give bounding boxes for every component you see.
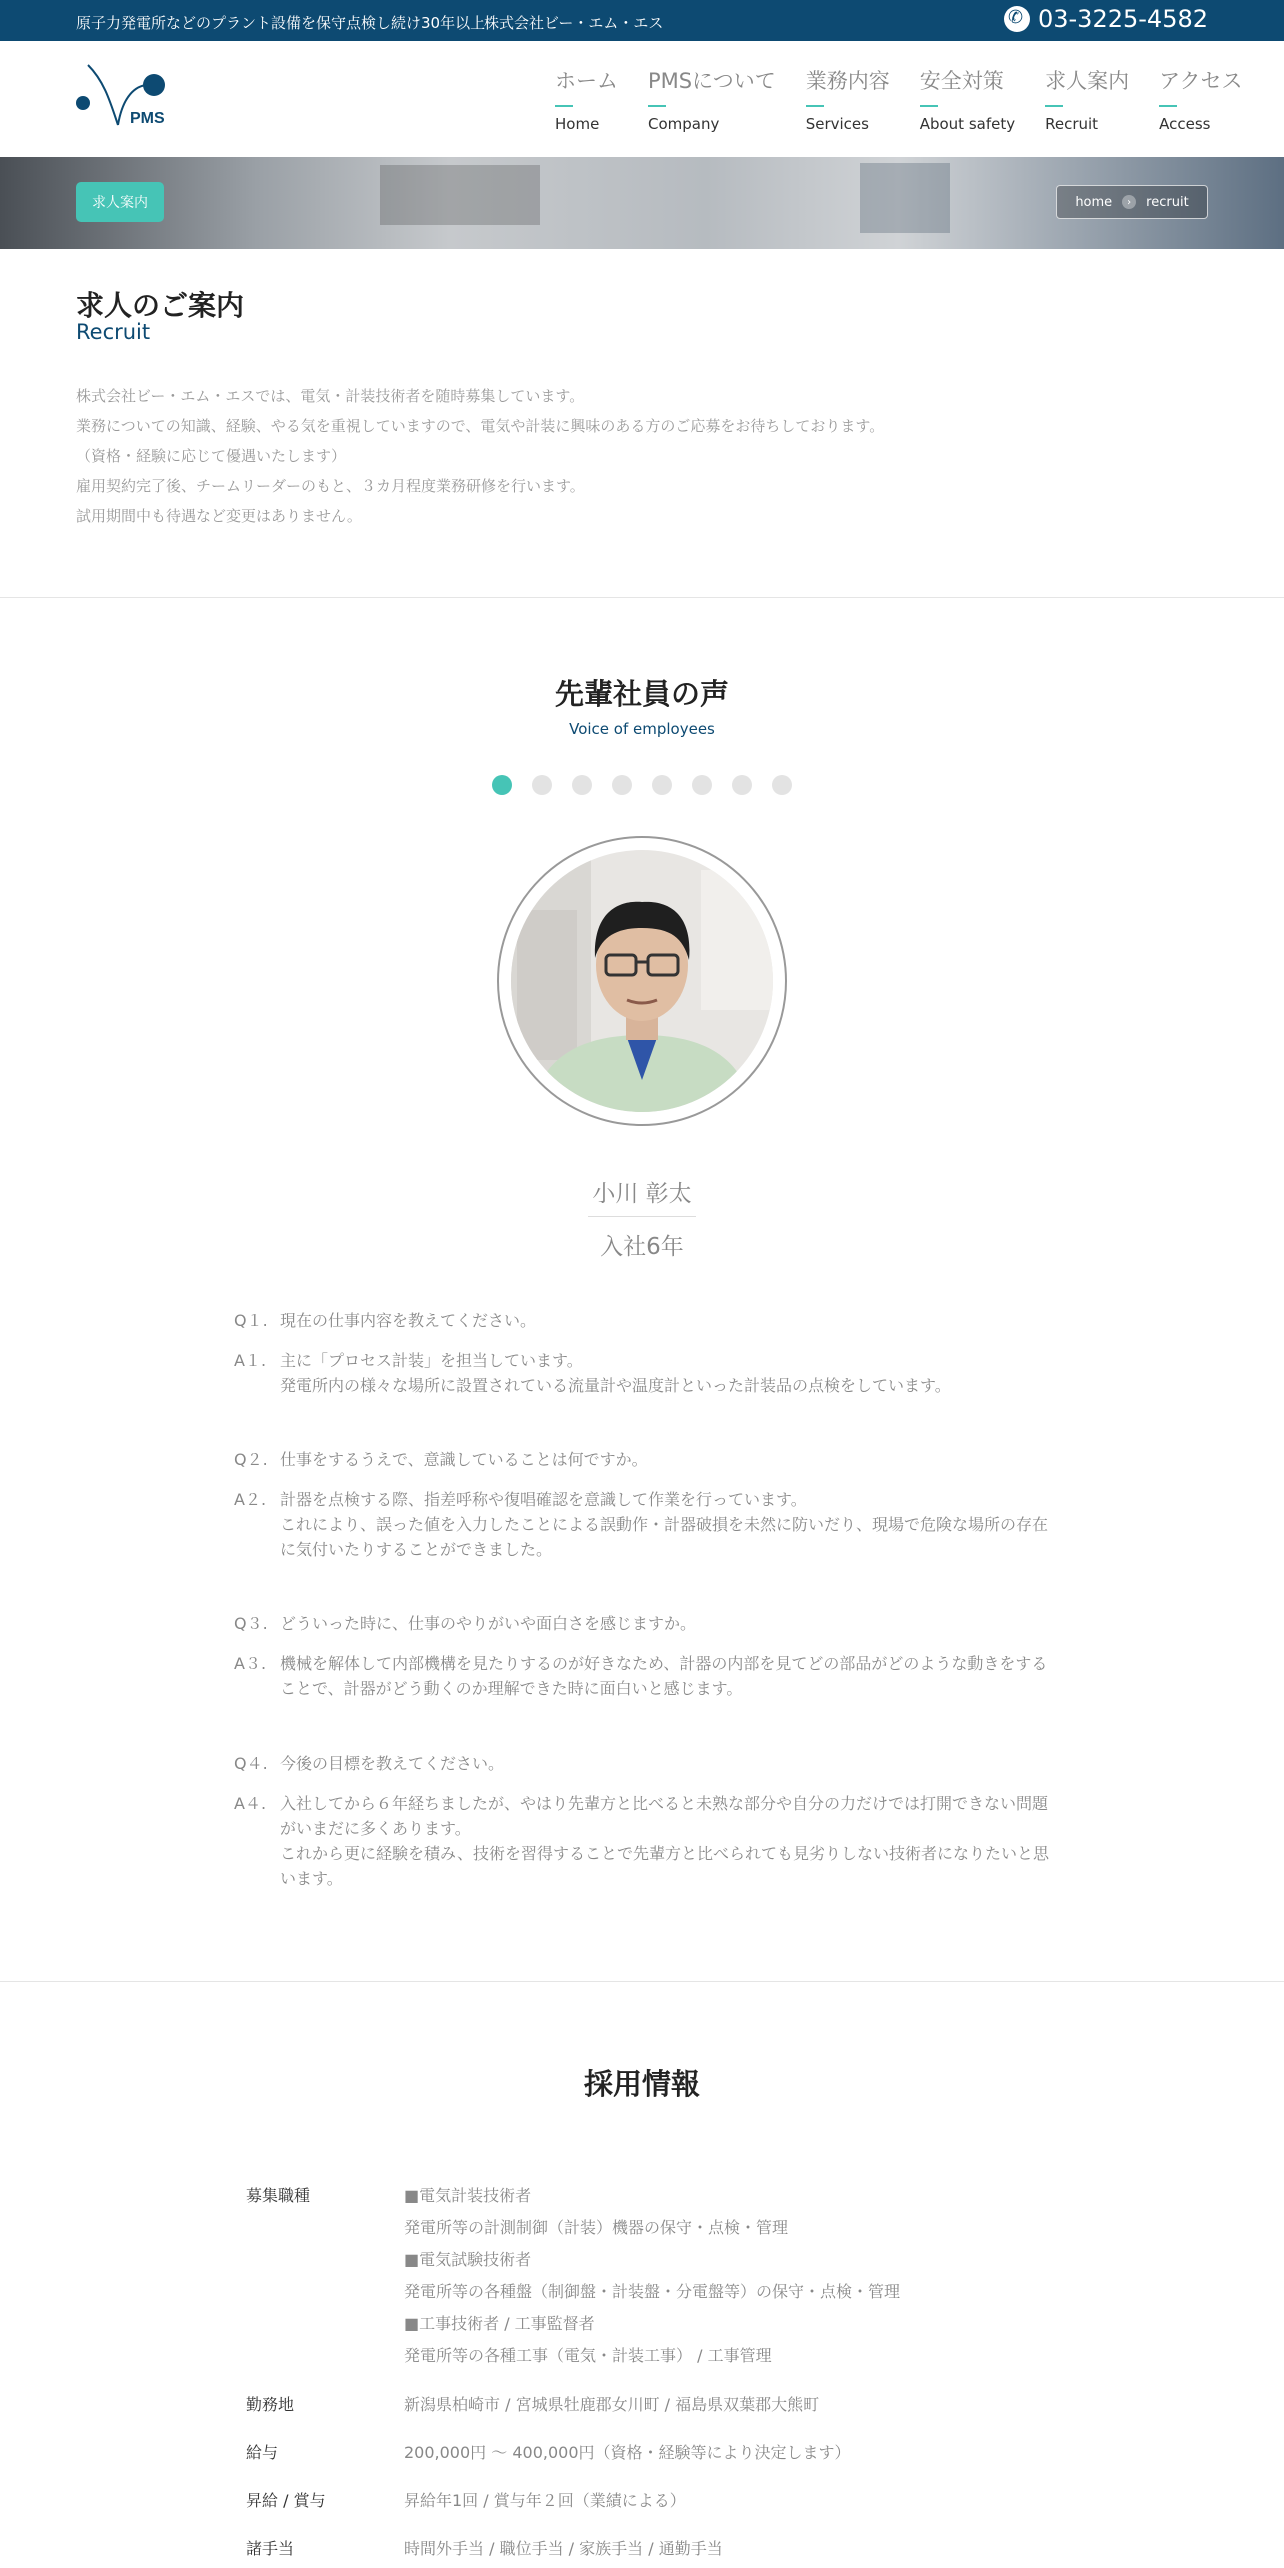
carousel-dot-5[interactable] [652,775,672,795]
answer [234,1487,1054,1562]
carousel-dot-8[interactable] [772,775,792,795]
info-term: 給与 [246,2443,279,2462]
info-line: ■工事技術者 / 工事監督者 [404,2314,595,2333]
question [234,1611,1054,1636]
phone-number[interactable] [1004,5,1208,33]
question-text: 現在の仕事内容を教えてください。 [280,1311,537,1330]
nav-home-en: Home [555,115,600,133]
info-term: 諸手当 [246,2539,295,2558]
answer [234,1348,1054,1398]
page-banner [0,157,1284,249]
nav-home-jp: ホーム [555,69,618,93]
company-name: 株式会社ビー・エム・エス [484,14,664,32]
question-label: Q３. [234,1614,268,1633]
nav-home[interactable] [555,65,618,133]
carousel-dot-2[interactable] [532,775,552,795]
nav-recruit[interactable] [1045,65,1129,133]
info-term: 昇給 / 賞与 [246,2491,326,2510]
nav-services-jp: 業務内容 [805,69,890,93]
info-row-salary [246,2437,851,2469]
employee-name: 小川 彰太 [592,1181,692,1207]
employee-photo [511,850,773,1112]
qa-block-4 [234,1751,1054,1891]
intro-line: 株式会社ビー・エム・エスでは、電気・計装技術者を随時募集しています。 [76,387,585,405]
info-row-raise-bonus [246,2485,686,2517]
qa-block-1 [234,1308,1054,1398]
intro-text [76,381,1076,531]
answer-line: 発電所内の様々な場所に設置されている流量計や温度計といった計装品の点検をしています。 [280,1376,951,1395]
carousel-dots [492,775,792,795]
nav-underline [1045,105,1063,107]
section-divider [0,1981,1284,1982]
intro-line: （資格・経験に応じて優遇いたします） [76,447,347,465]
logo[interactable] [74,61,170,131]
answer-line: 機械を解体して内部機構を見たりするのが好きなため、計器の内部を見てどの部品がどのような動きをすることで、計器がどう動くのか理解できた時に面白いと感じます。 [280,1654,1048,1698]
answer-label: A１. [234,1351,267,1370]
site-header [0,41,1284,157]
answer-line: 入社してから６年経ちましたが、やはり先輩方と比べると未熟な部分や自分の力だけでは打開できない問題がいまだに多くあります。 [280,1794,1049,1838]
info-line: 新潟県柏崎市 / 宮城県牡鹿郡女川町 / 福島県双葉郡大熊町 [404,2395,820,2414]
question-label: Q２. [234,1450,268,1469]
nav-underline [920,105,938,107]
nav-underline [1159,105,1177,107]
nav-safety[interactable] [920,65,1015,133]
answer [234,1651,1054,1701]
intro-line: 業務についての知識、経験、やる気を重視していますので、電気や計装に興味のある方のご応募をお待ちしております。 [76,417,885,435]
info-line: ■電気計装技術者 [404,2186,532,2205]
question-label: Q４. [234,1754,268,1773]
nav-recruit-jp: 求人案内 [1045,69,1130,93]
page-badge: 求人案内 [76,182,164,222]
answer-line: これから更に経験を積み、技術を習得することで先輩方と比べられても見劣りしない技術者になりたいと思います。 [280,1844,1049,1888]
breadcrumb [1056,185,1208,219]
question-text: 今後の目標を教えてください。 [280,1754,505,1773]
question-text: 仕事をするうえで、意識していることは何ですか。 [280,1450,648,1469]
nav-underline [806,105,824,107]
nav-company[interactable] [648,65,776,133]
tagline: 原子力発電所などのプラント設備を保守点検し続け30年以上 [76,14,486,32]
chevron-right-icon: › [1122,195,1136,209]
top-info-bar [0,0,1284,41]
answer [234,1791,1054,1891]
logo-dot-small [76,96,90,110]
nav-underline [555,105,573,107]
carousel-dot-4[interactable] [612,775,632,795]
banner-background-shape [860,163,950,233]
info-line: 発電所等の各種盤（制御盤・計装盤・分電盤等）の保守・点検・管理 [404,2282,901,2301]
qa-block-2 [234,1447,1054,1562]
question [234,1751,1054,1776]
main-nav [555,65,1272,133]
answer-label: A４. [234,1794,267,1813]
info-row-allowances [246,2533,723,2565]
answer-line: 計器を点検する際、指差呼称や復唱確認を意識して作業を行っています。 [280,1490,807,1509]
nav-safety-en: About safety [919,115,1016,133]
nav-access-jp: アクセス [1159,69,1243,93]
info-line: 昇給年1回 / 賞与年２回（業績による） [404,2491,686,2510]
nav-underline [648,105,666,107]
carousel-dot-3[interactable] [572,775,592,795]
breadcrumb-current: recruit [1146,194,1189,210]
question-label: Q１. [234,1311,268,1330]
breadcrumb-home[interactable]: home [1075,194,1113,210]
info-row-positions [246,2180,900,2372]
employee-photo-frame [497,836,787,1126]
phone-text: 03-3225-4582 [1037,5,1208,33]
banner-background-shape [380,165,540,225]
intro-line: 試用期間中も待遇など変更はありません。 [76,507,362,525]
nav-services[interactable] [806,65,890,133]
nav-recruit-en: Recruit [1045,115,1099,133]
phone-icon [1004,6,1030,32]
info-row-location [246,2389,819,2421]
question [234,1447,1054,1472]
voice-title: 先輩社員の声 [554,677,729,711]
info-term: 募集職種 [246,2186,311,2205]
info-term: 勤務地 [246,2395,295,2414]
nav-safety-jp: 安全対策 [919,69,1004,93]
name-divider [588,1216,696,1217]
page-subtitle: Recruit [76,320,151,344]
logo-dot-large [143,74,165,96]
logo-text: PMS [130,110,165,127]
carousel-dot-1[interactable] [492,775,512,795]
info-line: ■電気試験技術者 [404,2250,532,2269]
voice-subtitle: Voice of employees [569,720,715,738]
nav-access-en: Access [1159,115,1211,133]
recruit-title: 採用情報 [583,2067,700,2101]
carousel-dot-7[interactable] [732,775,752,795]
answer-label: A３. [234,1654,267,1673]
answer-line: 主に「プロセス計装」を担当しています。 [280,1351,583,1370]
carousel-dot-6[interactable] [692,775,712,795]
nav-services-en: Services [805,115,869,133]
nav-access[interactable] [1159,65,1242,133]
intro-line: 雇用契約完了後、チームリーダーのもと、３カ月程度業務研修を行います。 [76,477,585,495]
nav-company-jp: PMSについて [648,69,776,93]
qa-block-3 [234,1611,1054,1701]
question-text: どういった時に、仕事のやりがいや面白さを感じますか。 [280,1614,697,1633]
answer-label: A２. [234,1490,267,1509]
info-line: 時間外手当 / 職位手当 / 家族手当 / 通勤手当 [404,2539,723,2558]
employee-tenure: 入社6年 [600,1234,684,1260]
nav-company-en: Company [648,115,720,133]
page-title: 求人のご案内 [76,289,245,322]
answer-line: これにより、誤った値を入力したことによる誤動作・計器破損を未然に防いだり、現場で危険な場所の存在に気付いたりすることができました。 [280,1515,1049,1559]
section-divider [0,597,1284,598]
info-line: 発電所等の各種工事（電気・計装工事） / 工事管理 [404,2346,772,2365]
info-line: 200,000円 〜 400,000円（資格・経験等により決定します） [404,2443,851,2462]
question [234,1308,1054,1333]
info-line: 発電所等の計測制御（計装）機器の保守・点検・管理 [404,2218,789,2237]
